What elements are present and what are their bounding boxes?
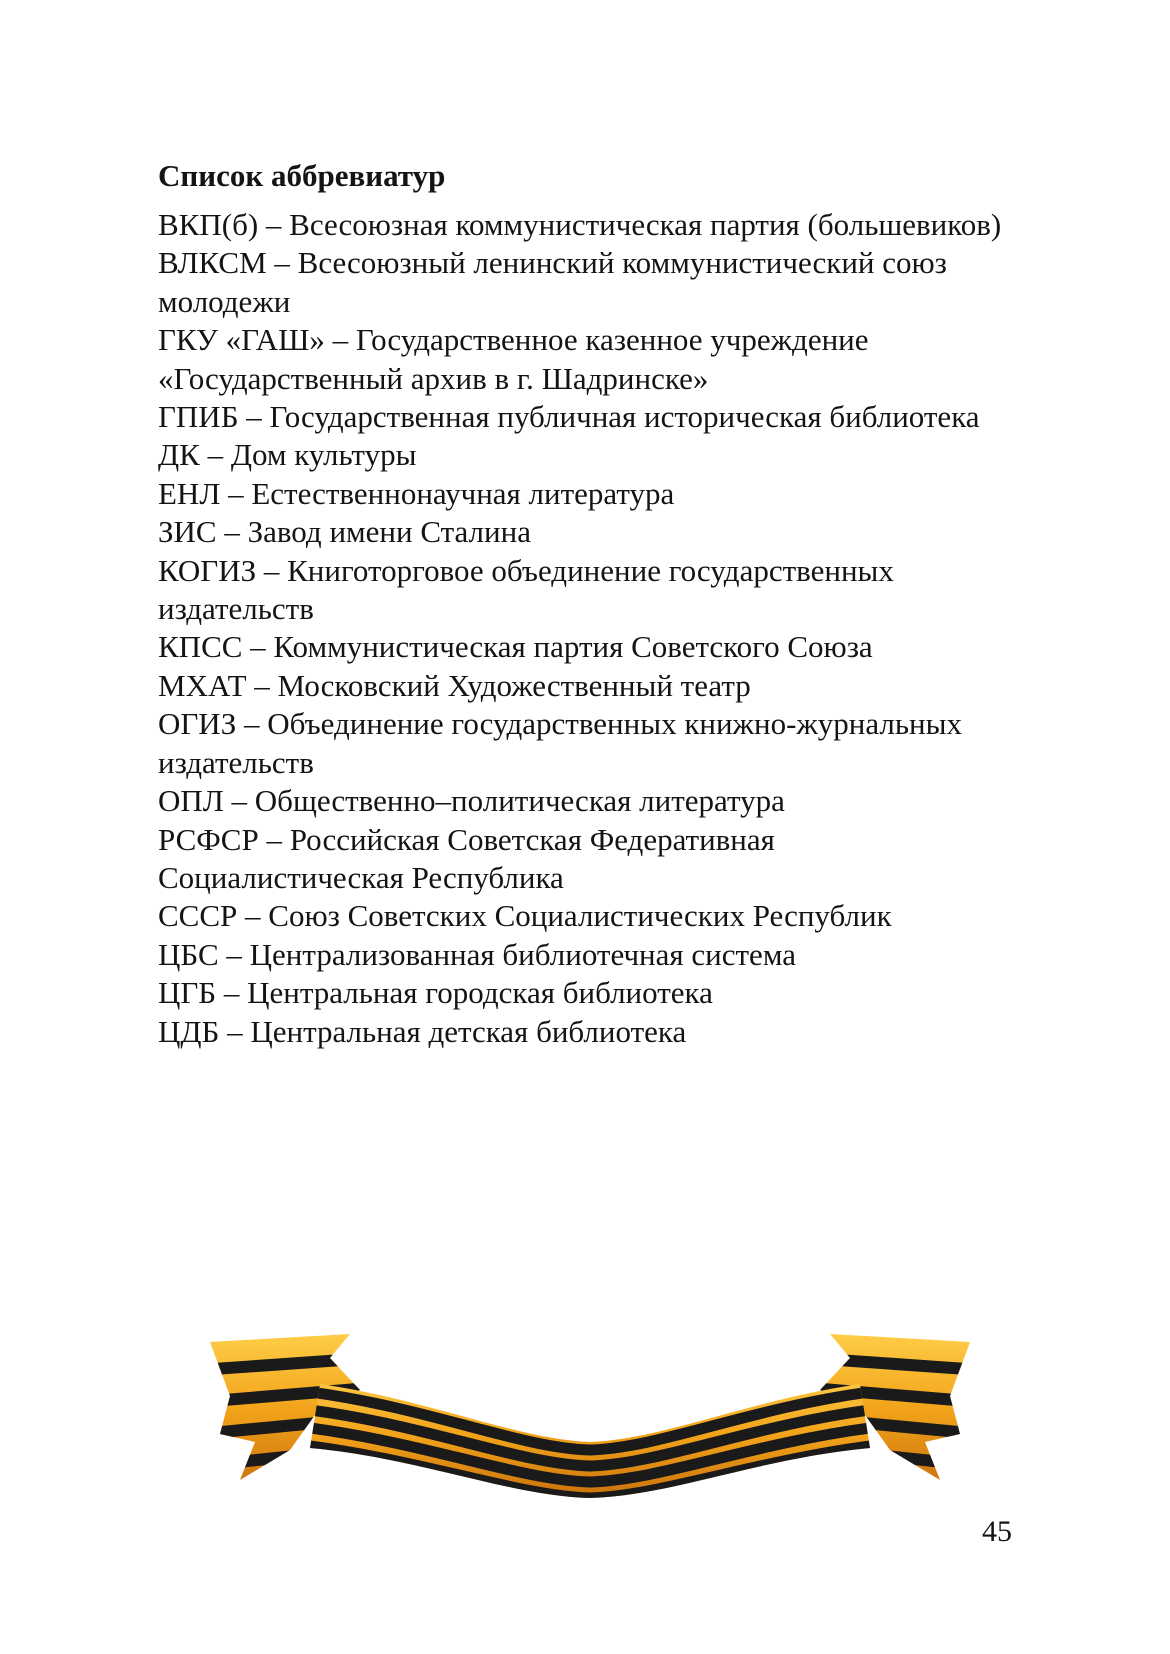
list-item: ЦГБ – Центральная городская библиотека [158,975,713,1011]
page-title: Список аббревиатур [158,158,446,193]
list-item: ЦБС – Централизованная библиотечная система [158,936,796,972]
list-item: ДК – Дом культуры [158,437,417,473]
abbreviation-list [158,206,1014,1051]
list-item: ОПЛ – Общественно–политическая литература [158,783,785,819]
list-item: СССР – Союз Советских Социалистических Республик [158,898,892,934]
list-item: ЕНЛ – Естественнонаучная литература [158,475,675,511]
list-item: ВЛКСМ – Всесоюзный ленинский коммунистический союз молодежи [158,245,947,319]
list-item: ОГИЗ – Объединение государственных книжно-журнальных издательств [158,706,962,780]
page-number: 45 [982,1515,1012,1548]
list-item: КПСС – Коммунистическая партия Советского Союза [158,629,873,665]
list-item: ГПИБ – Государственная публичная историческая библиотека [158,399,980,435]
list-item: МХАТ – Московский Художественный театр [158,667,751,703]
st-george-ribbon-icon [200,1330,980,1500]
list-item: РСФСР – Российская Советская Федеративная Социалистическая Республика [158,821,775,895]
list-item: ВКП(б) – Всесоюзная коммунистическая партия (большевиков) [158,207,1002,242]
list-item: ГКУ «ГАШ» – Государственное казенное учреждение «Государственный архив в г. Шадринске» [158,322,869,396]
list-item: КОГИЗ – Книготорговое объединение государственных издательств [158,552,894,627]
list-item: ЦДБ – Центральная детская библиотека [158,1013,687,1049]
list-item: ЗИС – Завод имени Сталина [158,514,531,550]
